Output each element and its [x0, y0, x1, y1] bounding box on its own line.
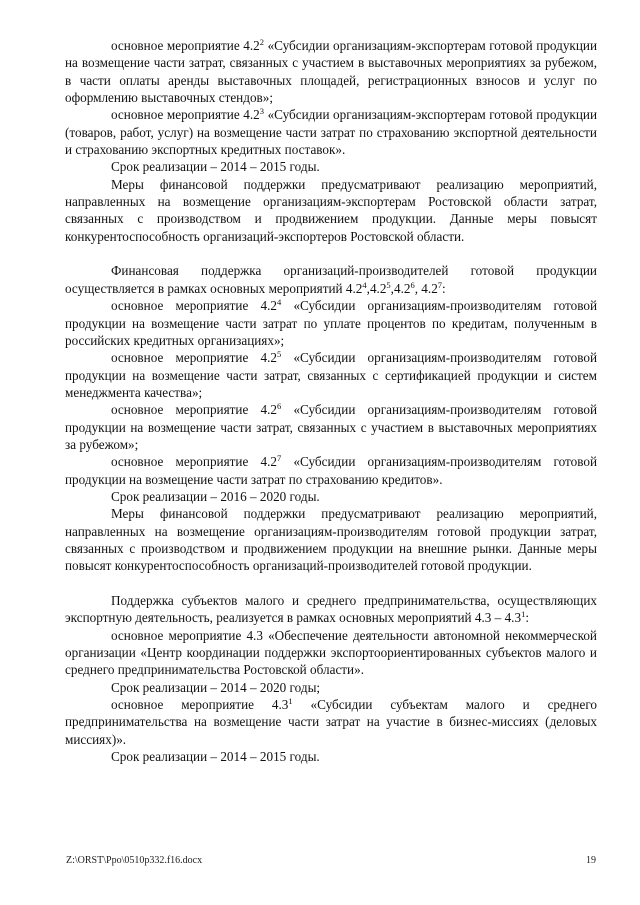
text-run: основное мероприятие 4.2 [111, 454, 278, 470]
paragraph [65, 488, 597, 505]
text-run: Срок реализации – 2014 – 2020 годы; [111, 679, 321, 695]
document-body [65, 37, 597, 765]
superscript: 4 [362, 279, 367, 290]
superscript: 3 [259, 106, 265, 117]
text-run: , 4.2 [414, 280, 438, 296]
paragraph [65, 262, 597, 297]
text-run: основное мероприятие 4.2 [111, 298, 278, 314]
paragraph [65, 748, 597, 765]
paragraph [65, 297, 597, 349]
superscript: 6 [277, 401, 282, 412]
superscript: 4 [277, 297, 282, 308]
text-run: Срок реализации – 2014 – 2015 годы. [111, 159, 320, 175]
text-run: : [525, 610, 529, 626]
text-run: ,4.2 [366, 280, 387, 296]
text-run: ,4.2 [390, 280, 411, 296]
text-run: «Субсидии организациям-экспортерам готовой продукции на возмещение части затрат, связанных с участием в выставочных мероприятиях за рубежом, в части оплаты аренды выставочных площадей, регистрационных взносов и услуг по оформлению выставочных стендов»; [65, 38, 598, 106]
paragraph [65, 176, 597, 245]
paragraph [65, 401, 597, 453]
text-run: основное мероприятие 4.2 [111, 38, 260, 53]
text-run: основное мероприятие 4.3 «Обеспечение деятельности автономной некоммерческой организации «Центр координации поддержки экспортоориентированных субъектов малого и среднего предпринимательства Ростовской области». [65, 627, 597, 678]
superscript: 7 [437, 279, 443, 290]
text-run: «Субсидии организациям-экспортерам готовой продукции (товаров, работ, услуг) на возмещение части затрат по страхованию экспортной деятельности и страхованию экспортных кредитных поставок». [65, 107, 598, 158]
paragraph [65, 37, 597, 106]
text-run: основное мероприятие 4.2 [111, 350, 278, 366]
text-run: «Субсидии организациям-производителям готовой продукции на возмещение части затрат по уплате процентов по кредитам, полученным в российских кредитных организациях»; [65, 298, 597, 348]
text-run: Меры финансовой поддержки предусматривают реализацию мероприятий, направленных на возмещение организациям-производителям готовой продукции затрат, связанных с производством и продвижением продукции на внешние рынки. Данные меры повысят конкурентоспособность организаций-производителей готовой продукции. [65, 506, 597, 574]
superscript: 6 [410, 279, 415, 290]
text-run: основное мероприятие 4.3 [111, 697, 289, 713]
paragraph [65, 696, 597, 748]
paragraph [65, 349, 597, 401]
text-run: : [442, 280, 446, 296]
text-run: Меры финансовой поддержки предусматривают реализацию мероприятий, направленных на возмещение организациям-экспортерам Ростовской области затрат, связанных с производством и продвижением продукции. Данные меры повысят конкурентоспособность организаций-экспортеров Ростовской области. [65, 176, 597, 244]
text-run: Срок реализации – 2014 – 2015 годы. [111, 749, 320, 765]
text-run: «Субсидии организациям-производителям готовой продукции на возмещение части затрат, связанных с сертификацией продукции и систем менеджмента качества»; [65, 350, 597, 400]
superscript: 5 [386, 279, 391, 290]
text-run: основное мероприятие 4.2 [111, 107, 260, 123]
paragraph [65, 679, 597, 696]
superscript: 1 [288, 696, 293, 707]
superscript: 1 [521, 609, 526, 620]
text-run: Финансовая поддержка организаций-производителей готовой продукции осуществляется в рамках основных мероприятий 4.2 [65, 263, 597, 296]
text-run: «Субсидии организациям-производителям готовой продукции на возмещение части затрат по страхованию кредитов». [65, 454, 597, 487]
footer-file-path: Z:\ORST\Ppo\0510p332.f16.docx [66, 855, 203, 866]
text-run: Срок реализации – 2016 – 2020 годы. [111, 488, 320, 504]
text-run: Поддержка субъектов малого и среднего предпринимательства, осуществляющих экспортную деятельность, реализуется в рамках основных мероприятий 4.3 – 4.3 [65, 593, 597, 626]
text-run: «Субсидии субъектам малого и среднего предпринимательства на возмещение части затрат на участие в бизнес-миссиях (деловых миссиях)». [65, 697, 597, 747]
paragraph [65, 453, 597, 488]
text-run: основное мероприятие 4.2 [111, 402, 278, 418]
paragraph [65, 627, 597, 679]
superscript: 2 [259, 37, 265, 47]
superscript: 5 [277, 349, 282, 360]
paragraph [65, 158, 597, 175]
superscript: 7 [277, 453, 282, 464]
paragraph [65, 106, 597, 158]
paragraph [65, 505, 597, 574]
paragraph [65, 592, 597, 627]
text-run: «Субсидии организациям-производителям готовой продукции на возмещение части затрат, связанных с участием в выставочных мероприятиях за рубежом»; [65, 402, 597, 452]
page-number: 19 [586, 855, 596, 866]
